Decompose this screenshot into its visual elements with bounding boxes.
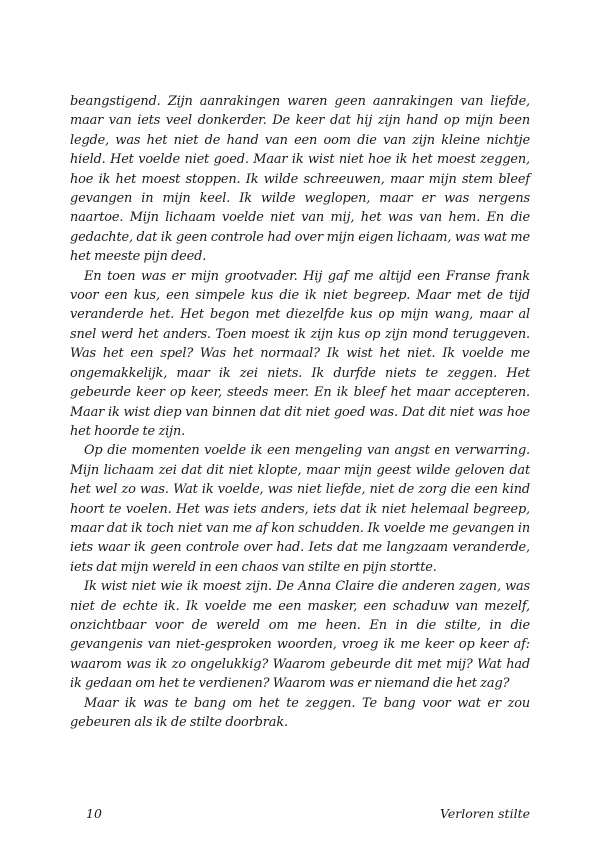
- paragraph: En toen was er mijn grootvader. Hij gaf me altijd een Franse frank voor een kus, een simpele kus die ik niet begreep. Maar met de tijd veranderde het. Het begon met diezelfde kus op mijn wang, maar al snel werd het anders. Toen moest ik zijn kus op zijn mond teruggeven. Was het een spel? Was het normaal? Ik wist het niet. Ik voelde me ongemakkelijk, maar ik zei niets. Ik durfde niets te zeggen. Het gebeurde keer op keer, steeds meer. En ik bleef het maar accepteren. Maar ik wist diep van binnen dat dit niet goed was. Dat dit niet was hoe het hoorde te zijn.: [70, 268, 530, 439]
- paragraph: Maar ik was te bang om het te zeggen. Te bang voor wat er zou gebeuren als ik de stilte doorbrak.: [70, 695, 530, 730]
- paragraph: Op die momenten voelde ik een mengeling van angst en verwarring. Mijn lichaam zei dat dit niet klopte, maar mijn geest wilde geloven dat het wel zo was. Wat ik voelde, was niet liefde, niet de zorg die een kind hoort te voelen. Het was iets anders, iets dat ik niet helemaal begreep, maar dat ik toch niet van me af kon schudden. Ik voelde me gevangen in iets waar ik geen controle over had. Iets dat me langzaam veranderde, iets dat mijn wereld in een chaos van stilte en pijn stortte.: [70, 443, 530, 575]
- paragraph: beangstigend. Zijn aanrakingen waren geen aanrakingen van liefde, maar van iets veel donkerder. De keer dat hij zijn hand op mijn been legde, was het niet de hand van een oom die van zijn kleine nichtje hield. Het voelde niet goed. Maar ik wist niet hoe ik het moest zeggen, hoe ik het moest stoppen. Ik wilde schreeuwen, maar mijn stem bleef gevangen in mijn keel. Ik wilde weglopen, maar er was nergens naartoe. Mijn lichaam voelde niet van mij, het was van hem. En die gedachte, dat ik geen controle had over mijn eigen lichaam, was wat me het meeste pijn deed.: [70, 94, 530, 265]
- page-footer: [70, 806, 530, 828]
- running-title: Verloren stilte: [439, 806, 530, 821]
- page-number: 10: [86, 806, 102, 821]
- body-text: [70, 92, 530, 732]
- paragraph: Ik wist niet wie ik moest zijn. De Anna Claire die anderen zagen, was niet de echte ik. Ik voelde me een masker, een schaduw van mezelf, onzichtbaar voor de wereld om me heen. En in die stilte, in die gevangenis van niet-gesproken woorden, vroeg ik me keer op keer af: waarom was ik zo ongelukkig? Waarom gebeurde dit met mij? Wat had ik gedaan om het te verdienen? Waarom was er niemand die het zag?: [70, 579, 530, 692]
